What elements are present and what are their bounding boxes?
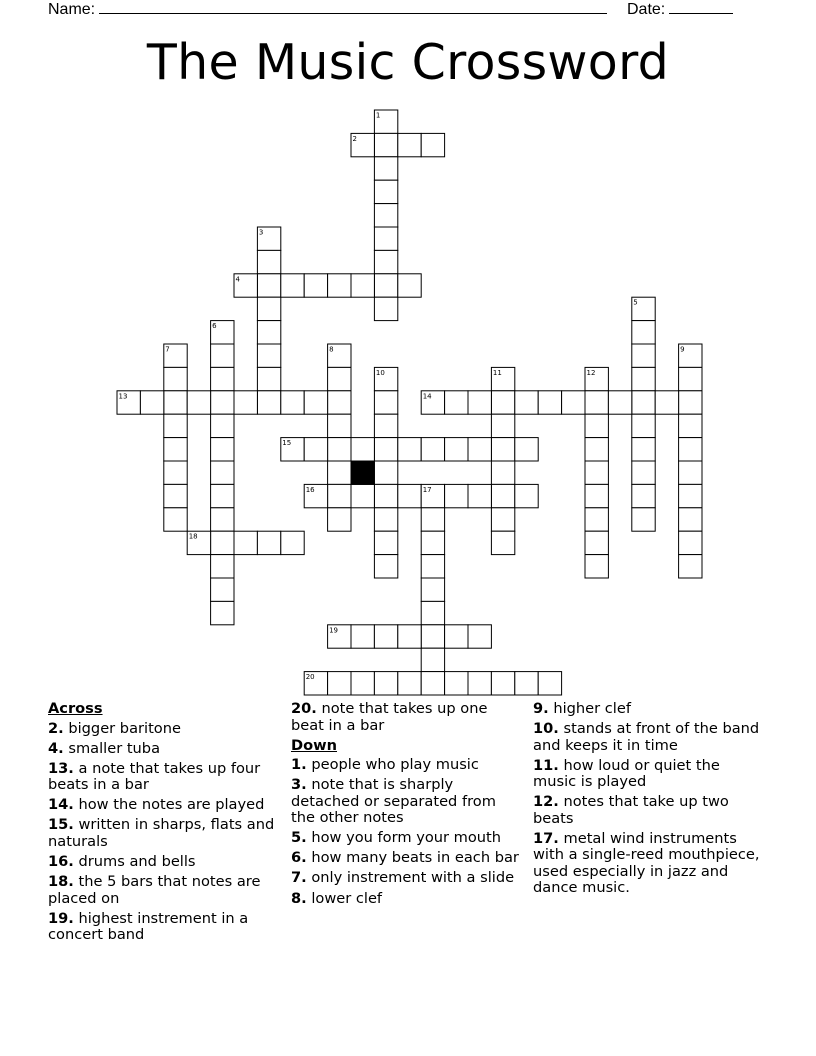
- clue-item: [48, 797, 280, 814]
- clue-item: [291, 777, 523, 827]
- clue-text: metal wind instruments with a single-reed mouthpiece, used especially in jazz and dance music.: [533, 829, 760, 897]
- crossword-cell[interactable]: [585, 414, 608, 437]
- crossword-cell[interactable]: [187, 391, 210, 414]
- crossword-cell[interactable]: [515, 672, 538, 695]
- crossword-cell[interactable]: [374, 531, 397, 554]
- clue-text: smaller tuba: [63, 739, 161, 757]
- crossword-cell[interactable]: [585, 484, 608, 507]
- crossword-cell[interactable]: [491, 672, 514, 695]
- clue-item: [291, 850, 523, 867]
- crossword-cell[interactable]: [140, 391, 163, 414]
- clue-text: the 5 bars that notes are placed on: [48, 873, 261, 907]
- crossword-cell[interactable]: [655, 391, 678, 414]
- clues-column-3: [533, 701, 765, 900]
- clue-item: [48, 911, 280, 944]
- crossword-block: [351, 461, 374, 484]
- crossword-cell[interactable]: [211, 344, 234, 367]
- crossword-cell[interactable]: [468, 484, 491, 507]
- cell-number: 18: [188, 532, 198, 541]
- crossword-cell[interactable]: [374, 204, 397, 227]
- clue-text: how many beats in each bar: [306, 849, 519, 867]
- crossword-cell[interactable]: [585, 461, 608, 484]
- crossword-cell[interactable]: [211, 414, 234, 437]
- cell-number: 2: [352, 134, 357, 143]
- crossword-cell[interactable]: [679, 414, 702, 437]
- crossword-cell[interactable]: [398, 484, 421, 507]
- col2-down-clue-list: [291, 757, 523, 907]
- crossword-cell[interactable]: [538, 672, 561, 695]
- cell-number: 19: [329, 626, 339, 635]
- cell-number: 5: [633, 298, 638, 307]
- crossword-cell[interactable]: [351, 672, 374, 695]
- crossword-cell[interactable]: [679, 391, 702, 414]
- cell-number: 8: [329, 345, 334, 354]
- crossword-cell[interactable]: [281, 391, 304, 414]
- crossword-cell[interactable]: [164, 367, 187, 390]
- crossword-cell[interactable]: [585, 555, 608, 578]
- cell-number: 14: [422, 392, 432, 401]
- crossword-cell[interactable]: [468, 672, 491, 695]
- crossword-cell[interactable]: [538, 391, 561, 414]
- crossword-cell[interactable]: [468, 438, 491, 461]
- clue-number: 20.: [291, 700, 317, 717]
- clue-number: 1.: [291, 756, 307, 774]
- crossword-cell[interactable]: [304, 391, 327, 414]
- crossword-cell[interactable]: [257, 274, 280, 297]
- clue-number: 2.: [48, 719, 64, 737]
- crossword-cell[interactable]: [211, 508, 234, 531]
- clues-column-2: [291, 701, 523, 911]
- crossword-cell[interactable]: [468, 391, 491, 414]
- crossword-cell[interactable]: [374, 250, 397, 273]
- crossword-cell[interactable]: [585, 531, 608, 554]
- crossword-cell[interactable]: [679, 367, 702, 390]
- crossword-cell[interactable]: [421, 555, 444, 578]
- crossword-cell[interactable]: [374, 414, 397, 437]
- crossword-cell[interactable]: [632, 461, 655, 484]
- crossword-cell[interactable]: [445, 391, 468, 414]
- crossword-cell[interactable]: [491, 391, 514, 414]
- crossword-cell[interactable]: [328, 484, 351, 507]
- clue-number: 8.: [291, 889, 307, 907]
- clue-number: 16.: [48, 852, 74, 870]
- crossword-cell[interactable]: [164, 391, 187, 414]
- crossword-cell[interactable]: [491, 461, 514, 484]
- crossword-cell[interactable]: [257, 531, 280, 554]
- cell-number: 1: [375, 111, 381, 120]
- crossword-cell[interactable]: [374, 508, 397, 531]
- crossword-cell[interactable]: [257, 367, 280, 390]
- clue-number: 9.: [533, 700, 549, 717]
- crossword-cell[interactable]: [164, 438, 187, 461]
- crossword-cell[interactable]: [211, 601, 234, 624]
- crossword-cell[interactable]: [421, 601, 444, 624]
- crossword-cell[interactable]: [445, 625, 468, 648]
- crossword-cell[interactable]: [445, 672, 468, 695]
- clue-text: written in sharps, flats and naturals: [48, 816, 275, 850]
- crossword-cell[interactable]: [257, 321, 280, 344]
- crossword-cell[interactable]: [632, 508, 655, 531]
- crossword-cell[interactable]: [421, 625, 444, 648]
- cell-number: 17: [422, 485, 432, 494]
- crossword-cell[interactable]: [491, 484, 514, 507]
- clue-text: how loud or quiet the music is played: [533, 756, 720, 791]
- clue-number: 6.: [291, 849, 307, 867]
- crossword-cell[interactable]: [374, 227, 397, 250]
- across-heading: Across: [48, 700, 103, 717]
- crossword-cell[interactable]: [328, 508, 351, 531]
- clue-text: note that is sharply detached or separated from the other notes: [291, 776, 496, 827]
- crossword-cell[interactable]: [679, 461, 702, 484]
- clue-item: [48, 721, 280, 738]
- crossword-cell[interactable]: [257, 391, 280, 414]
- crossword-cell[interactable]: [445, 484, 468, 507]
- cell-number: 7: [165, 345, 170, 354]
- crossword-cell[interactable]: [328, 391, 351, 414]
- clue-text: a note that takes up four beats in a bar: [48, 759, 261, 794]
- cell-number: 20: [305, 673, 315, 682]
- cell-number: 10: [375, 368, 385, 377]
- crossword-cell[interactable]: [164, 508, 187, 531]
- crossword-cell[interactable]: [515, 484, 538, 507]
- crossword-cell[interactable]: [608, 391, 631, 414]
- crossword-cell[interactable]: [211, 555, 234, 578]
- clue-text: lower clef: [306, 889, 383, 907]
- crossword-cell[interactable]: [421, 648, 444, 671]
- clue-item: [533, 758, 765, 791]
- crossword-cell[interactable]: [211, 484, 234, 507]
- crossword-cell[interactable]: [374, 274, 397, 297]
- name-label: Name:: [48, 1, 96, 18]
- clue-item: [291, 870, 523, 887]
- crossword-cell[interactable]: [515, 391, 538, 414]
- clue-item: [48, 874, 280, 907]
- clue-text: only instrement with a slide: [306, 869, 515, 887]
- crossword-cell[interactable]: [445, 438, 468, 461]
- crossword-cell[interactable]: [351, 274, 374, 297]
- crossword-cell[interactable]: [632, 367, 655, 390]
- crossword-cell[interactable]: [257, 250, 280, 273]
- cell-number: 4: [235, 275, 240, 284]
- clue-number: 14.: [48, 796, 74, 814]
- crossword-cell[interactable]: [374, 461, 397, 484]
- crossword-cell[interactable]: [328, 438, 351, 461]
- crossword-cell[interactable]: [421, 133, 444, 156]
- clue-number: 15.: [48, 816, 74, 834]
- clue-number: 17.: [533, 829, 559, 847]
- col1-clue-list: [48, 721, 280, 944]
- clue-number: 5.: [291, 829, 307, 847]
- clue-text: higher clef: [548, 700, 631, 717]
- clue-item: [48, 761, 280, 794]
- cell-number: 9: [680, 345, 685, 354]
- crossword-cell[interactable]: [234, 391, 257, 414]
- crossword-cell[interactable]: [164, 461, 187, 484]
- clue-item: [291, 830, 523, 847]
- crossword-cell[interactable]: [374, 555, 397, 578]
- crossword-cell[interactable]: [398, 133, 421, 156]
- crossword-cell[interactable]: [164, 484, 187, 507]
- crossword-cell[interactable]: [562, 391, 585, 414]
- crossword-cell[interactable]: [234, 531, 257, 554]
- crossword-cell[interactable]: [257, 344, 280, 367]
- clue-item: [291, 757, 523, 774]
- crossword-cell[interactable]: [679, 531, 702, 554]
- crossword-cell[interactable]: [351, 484, 374, 507]
- crossword-cell[interactable]: [398, 438, 421, 461]
- crossword-cell[interactable]: [515, 438, 538, 461]
- cell-number: 3: [258, 228, 264, 237]
- clue-item: [291, 891, 523, 908]
- crossword-cell[interactable]: [164, 414, 187, 437]
- crossword-cell[interactable]: [679, 508, 702, 531]
- crossword-cell[interactable]: [328, 672, 351, 695]
- crossword-cell[interactable]: [421, 672, 444, 695]
- crossword-cell[interactable]: [374, 672, 397, 695]
- col3-clue-list: [533, 701, 765, 897]
- crossword-cell[interactable]: [374, 438, 397, 461]
- crossword-cell[interactable]: [374, 625, 397, 648]
- crossword-cell[interactable]: [304, 438, 327, 461]
- crossword-cell[interactable]: [328, 274, 351, 297]
- crossword-cell[interactable]: [632, 344, 655, 367]
- crossword-cell[interactable]: [211, 461, 234, 484]
- page-title: The Music Crossword: [146, 34, 670, 91]
- crossword-cell[interactable]: [374, 297, 397, 320]
- clue-item: [48, 854, 280, 871]
- crossword-cell[interactable]: [211, 367, 234, 390]
- crossword-cell[interactable]: [328, 367, 351, 390]
- crossword-cell[interactable]: [281, 274, 304, 297]
- crossword-cell[interactable]: [211, 438, 234, 461]
- clue-text: people who play music: [306, 756, 479, 774]
- crossword-cell[interactable]: [679, 438, 702, 461]
- clue-number: 4.: [48, 739, 64, 757]
- crossword-cell[interactable]: [374, 180, 397, 203]
- clue-text: note that takes up one beat in a bar: [291, 700, 488, 734]
- crossword-cell[interactable]: [585, 438, 608, 461]
- clue-text: bigger baritone: [63, 719, 181, 737]
- cell-number: 12: [586, 368, 596, 377]
- clue-number: 11.: [533, 756, 559, 774]
- clue-item: [48, 741, 280, 758]
- crossword-cell[interactable]: [398, 672, 421, 695]
- clue-item: [291, 701, 523, 734]
- clue-number: 3.: [291, 776, 307, 794]
- crossword-cell[interactable]: [398, 625, 421, 648]
- clue-text: stands at front of the band and keeps it in time: [533, 720, 760, 754]
- crossword-cell[interactable]: [421, 508, 444, 531]
- clue-item: [533, 701, 765, 718]
- clue-item: [533, 721, 765, 754]
- crossword-cell[interactable]: [328, 461, 351, 484]
- cell-number: 13: [118, 392, 128, 401]
- cell-number: 15: [282, 439, 292, 448]
- crossword-cell[interactable]: [374, 484, 397, 507]
- clue-number: 19.: [48, 909, 74, 927]
- col2-across-clue-list: [291, 701, 523, 734]
- crossword-cell[interactable]: [211, 391, 234, 414]
- clue-text: highest instrement in a concert band: [48, 909, 249, 944]
- crossword-cell[interactable]: [491, 531, 514, 554]
- crossword-cell[interactable]: [679, 555, 702, 578]
- crossword-cell[interactable]: [491, 414, 514, 437]
- crossword-cell[interactable]: [421, 578, 444, 601]
- clue-item: [533, 831, 765, 897]
- crossword-cell[interactable]: [679, 484, 702, 507]
- down-heading: Down: [291, 736, 338, 754]
- clue-text: notes that take up two beats: [533, 793, 729, 827]
- crossword-cell[interactable]: [491, 438, 514, 461]
- crossword-cell[interactable]: [351, 438, 374, 461]
- clues-column-1: [48, 701, 280, 947]
- crossword-cell[interactable]: [421, 438, 444, 461]
- clue-number: 7.: [291, 869, 307, 887]
- crossword-cell[interactable]: [632, 438, 655, 461]
- clue-number: 13.: [48, 759, 74, 777]
- clue-text: drums and bells: [73, 852, 196, 870]
- crossword-cell[interactable]: [632, 414, 655, 437]
- crossword-cell[interactable]: [632, 321, 655, 344]
- crossword-cell[interactable]: [585, 508, 608, 531]
- crossword-cell[interactable]: [421, 531, 444, 554]
- date-label: Date:: [627, 1, 666, 18]
- crossword-cell[interactable]: [257, 297, 280, 320]
- crossword-cell[interactable]: [374, 391, 397, 414]
- crossword-cell[interactable]: [398, 274, 421, 297]
- crossword-cell[interactable]: [351, 625, 374, 648]
- crossword-cell[interactable]: [374, 157, 397, 180]
- crossword-cell[interactable]: [491, 508, 514, 531]
- crossword-cell[interactable]: [374, 133, 397, 156]
- clue-number: 18.: [48, 873, 74, 891]
- crossword-cell[interactable]: [211, 531, 234, 554]
- crossword-cell[interactable]: [328, 414, 351, 437]
- clue-item: [48, 817, 280, 850]
- crossword-cell[interactable]: [632, 391, 655, 414]
- cell-number: 11: [492, 368, 502, 377]
- clue-number: 10.: [533, 720, 559, 738]
- clue-text: how you form your mouth: [306, 829, 502, 847]
- cell-number: 16: [305, 485, 315, 494]
- crossword-cell[interactable]: [211, 578, 234, 601]
- clue-number: 12.: [533, 793, 559, 811]
- crossword-cell[interactable]: [468, 625, 491, 648]
- cell-number: 6: [212, 322, 217, 331]
- crossword-cell[interactable]: [304, 274, 327, 297]
- clue-item: [533, 794, 765, 827]
- crossword-cell[interactable]: [281, 531, 304, 554]
- crossword-cell[interactable]: [585, 391, 608, 414]
- clue-text: how the notes are played: [73, 796, 265, 814]
- crossword-cell[interactable]: [632, 484, 655, 507]
